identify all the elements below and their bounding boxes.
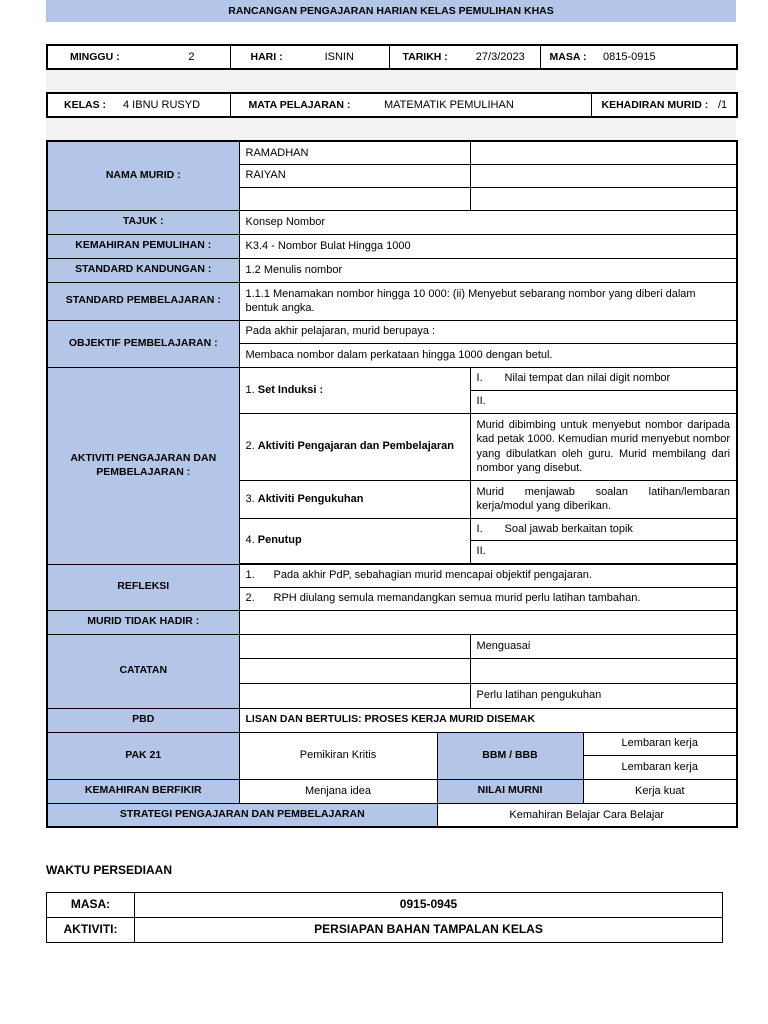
pbd-label: PBD (47, 708, 239, 732)
aktiviti-pp-label: Aktiviti Pengajaran dan Pembelajaran (257, 440, 454, 453)
bbm-value: Lembaran kerja (583, 732, 737, 755)
objektif-value: Membaca nombor dalam perkataan hingga 1000 dengan betul. (239, 343, 737, 367)
persediaan-aktiviti-label: AKTIVITI: (47, 918, 135, 943)
set-induksi-ii-num: II. (476, 395, 486, 408)
murid-extra-cell (470, 164, 737, 187)
penutup-heading (239, 518, 470, 563)
catatan-right-cell (470, 658, 737, 683)
tarikh-value: 27/3/2023 (461, 45, 540, 69)
refleksi-item (239, 564, 737, 587)
berfikir-value: Menjana idea (239, 779, 437, 803)
refleksi-1-num: 1. (245, 569, 255, 582)
hari-label: HARI : (250, 50, 283, 63)
penutup-label: Penutup (257, 534, 302, 547)
pak21-value: Pemikiran Kritis (239, 732, 437, 779)
tarikh-label: TARIKH : (402, 50, 448, 63)
aktiviti-pp-num: 2. (245, 440, 255, 453)
tajuk-label: TAJUK : (47, 210, 239, 234)
strategi-label: STRATEGI PENGAJARAN DAN PEMBELAJARAN (47, 803, 437, 827)
refleksi-2-text: RPH diulang semula memandangkan semua murid perlu latihan tambahan. (273, 592, 641, 605)
catatan-left-cell (239, 658, 470, 683)
persediaan-masa-value: 0915-0945 (135, 893, 723, 918)
minggu-label: MINGGU : (70, 50, 120, 63)
objektif-label: OBJEKTIF PEMBELAJARAN : (47, 320, 239, 367)
penutup-item (470, 518, 737, 540)
spacer-strip (46, 118, 736, 140)
catatan-label: CATATAN (47, 634, 239, 708)
catatan-left-cell (239, 683, 470, 708)
kemahiran-label: KEMAHIRAN PEMULIHAN : (47, 234, 239, 258)
mapel-label: MATA PELAJARAN : (248, 98, 351, 111)
minggu-value: 2 (127, 45, 230, 69)
pengukuhan-heading (239, 480, 470, 518)
sk-label: STANDARD KANDUNGAN : (47, 258, 239, 282)
pengukuhan-label: Aktiviti Pengukuhan (257, 492, 364, 505)
berfikir-label: KEMAHIRAN BERFIKIR (47, 779, 239, 803)
murid-name: RAMADHAN (239, 141, 470, 164)
set-induksi-num: 1. (245, 383, 255, 396)
mapel-value: MATEMATIK PEMULIHAN (368, 93, 591, 117)
strategi-value: Kemahiran Belajar Cara Belajar (437, 803, 737, 827)
catatan-left-cell (239, 634, 470, 658)
aktiviti-label: AKTIVITI PENGAJARAN DAN PEMBELAJARAN : (47, 367, 239, 564)
pengukuhan-text: Murid menjawab soalan latihan/lembaran kerja/modul yang diberikan. (470, 480, 737, 518)
set-induksi-label: Set Induksi : (257, 383, 324, 396)
persediaan-table (46, 892, 723, 943)
persediaan-aktiviti-value: PERSIAPAN BAHAN TAMPALAN KELAS (135, 918, 723, 943)
document-title: RANCANGAN PENGAJARAN HARIAN KELAS PEMULIHAN KHAS (46, 0, 736, 22)
penutup-item (470, 540, 737, 563)
refleksi-1-text: Pada akhir PdP, sebahagian murid mencapai objektif pengajaran. (273, 569, 592, 582)
sp-label: STANDARD PEMBELAJARAN : (47, 282, 239, 320)
tidak-hadir-label: MURID TIDAK HADIR : (47, 610, 239, 634)
nilai-value: Kerja kuat (583, 779, 737, 803)
sk-value: 1.2 Menulis nombor (239, 258, 737, 282)
penutup-i-num: I. (476, 522, 483, 535)
nama-murid-label: NAMA MURID : (47, 141, 239, 210)
kemahiran-value: K3.4 - Nombor Bulat Hingga 1000 (239, 234, 737, 258)
catatan-perlu-latihan: Perlu latihan pengukuhan (470, 683, 737, 708)
pengukuhan-num: 3. (245, 492, 255, 505)
set-induksi-i-num: I. (476, 372, 483, 385)
bbm-value: Lembaran kerja (583, 755, 737, 779)
sp-value: 1.1.1 Menamakan nombor hingga 10 000: (ii) Menyebut sebarang nombor yang diberi dalam bentuk angka. (239, 282, 737, 320)
nilai-label: NILAI MURNI (437, 779, 583, 803)
set-induksi-i-text: Nilai tempat dan nilai digit nombor (504, 372, 671, 385)
penutup-i-text: Soal jawab berkaitan topik (504, 522, 633, 535)
persediaan-masa-label: MASA: (47, 893, 135, 918)
aktiviti-pp-heading (239, 413, 470, 480)
kehadiran-value: /1 (718, 98, 728, 111)
catatan-menguasai: Menguasai (470, 634, 737, 658)
bbm-label: BBM / BBB (437, 732, 583, 779)
masa-label: MASA : (549, 50, 587, 63)
spacer-strip (46, 70, 736, 92)
aktiviti-pp-text: Murid dibimbing untuk menyebut nombor daripada kad petak 1000. Kemudian murid menyebut nombor yang dibulatkan oleh guru. Murid membilang dari nombor yang disebut. (470, 413, 737, 480)
info-row-class (46, 92, 738, 118)
objektif-intro: Pada akhir pelajaran, murid berupaya : (239, 320, 737, 343)
pak21-label: PAK 21 (47, 732, 239, 779)
set-induksi-item (470, 390, 737, 413)
penutup-num: 4. (245, 534, 255, 547)
refleksi-item (239, 587, 737, 610)
hari-value: ISNIN (290, 45, 389, 69)
penutup-ii-num: II. (476, 545, 486, 558)
masa-value: 0815-0915 (603, 50, 656, 63)
murid-name: RAIYAN (239, 164, 470, 187)
refleksi-label: REFLEKSI (47, 564, 239, 610)
kelas-label: KELAS : (64, 98, 106, 111)
tidak-hadir-value (239, 610, 737, 634)
waktu-persediaan-title: WAKTU PERSEDIAAN (46, 863, 173, 877)
set-induksi-heading (239, 367, 470, 413)
murid-extra-cell (470, 187, 737, 210)
set-induksi-item (470, 367, 737, 390)
refleksi-2-num: 2. (245, 592, 255, 605)
kelas-value: 4 IBNU RUSYD (117, 93, 230, 117)
tajuk-value: Konsep Nombor (239, 210, 737, 234)
pbd-value: LISAN DAN BERTULIS: PROSES KERJA MURID DISEMAK (239, 708, 737, 732)
kehadiran-label: KEHADIRAN MURID : (601, 98, 709, 111)
murid-extra-cell (470, 141, 737, 164)
info-row-week (46, 44, 738, 70)
murid-empty-cell (239, 187, 470, 210)
main-lesson-table (46, 140, 738, 828)
